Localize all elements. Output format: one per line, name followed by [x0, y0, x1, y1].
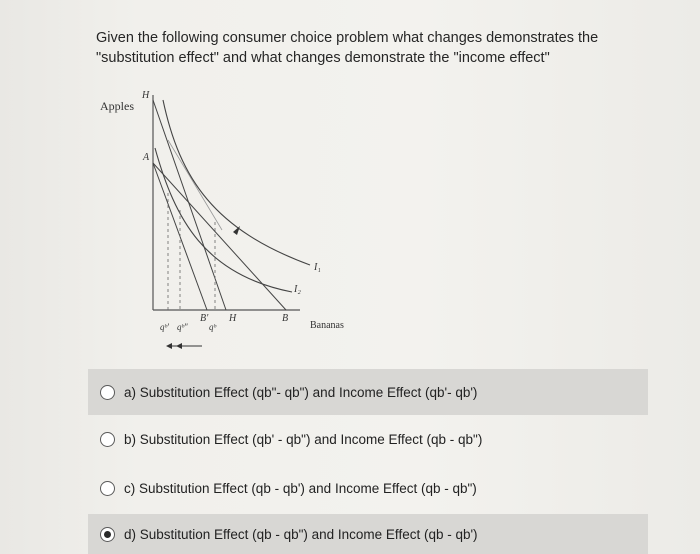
- left-arrow-icon-1: [166, 343, 172, 349]
- faint-line: [168, 140, 222, 230]
- question-line-1: Given the following consumer choice problem what changes demonstrates the: [96, 30, 599, 46]
- option-d-label: d) Substitution Effect (qb - qb") and Income Effect (qb - qb'): [124, 526, 478, 542]
- left-arrow-icon-2: [176, 343, 182, 349]
- label-I1: I₁: [314, 262, 321, 273]
- radio-b[interactable]: [100, 432, 115, 447]
- tangency-arrow-icon: [233, 226, 240, 235]
- option-a[interactable]: [88, 369, 648, 415]
- option-b[interactable]: [88, 416, 648, 462]
- indifference-curve-I2: [155, 148, 292, 292]
- indifference-curve-I1: [163, 100, 310, 265]
- label-H-top: H: [142, 90, 150, 101]
- label-I2: I₂: [294, 284, 301, 295]
- label-A: A: [143, 152, 150, 163]
- label-B: B: [282, 313, 289, 324]
- option-a-label: a) Substitution Effect (qb"- qb") and Income Effect (qb'- qb'): [124, 384, 478, 400]
- y-axis-label: Apples: [100, 99, 134, 113]
- option-d[interactable]: [88, 514, 648, 554]
- option-c[interactable]: [88, 465, 648, 511]
- label-qb-dprime: qᵇ": [177, 322, 188, 332]
- label-qb-prime: qᵇ': [160, 322, 169, 332]
- radio-d[interactable]: [100, 527, 115, 542]
- x-axis-label: Bananas: [310, 320, 344, 331]
- label-H-bottom: H: [229, 313, 237, 324]
- radio-d-selected-dot: [104, 531, 111, 538]
- question-line-2: "substitution effect" and what changes demonstrate the "income effect": [96, 50, 550, 66]
- radio-a[interactable]: [100, 385, 115, 400]
- radio-c[interactable]: [100, 481, 115, 496]
- option-c-label: c) Substitution Effect (qb - qb') and Income Effect (qb - qb"): [124, 480, 477, 496]
- label-B-prime: B': [200, 313, 209, 324]
- budget-line-AB: [153, 163, 286, 310]
- label-qb: qᵇ: [209, 322, 216, 332]
- option-b-label: b) Substitution Effect (qb' - qb") and Income Effect (qb - qb"): [124, 431, 483, 447]
